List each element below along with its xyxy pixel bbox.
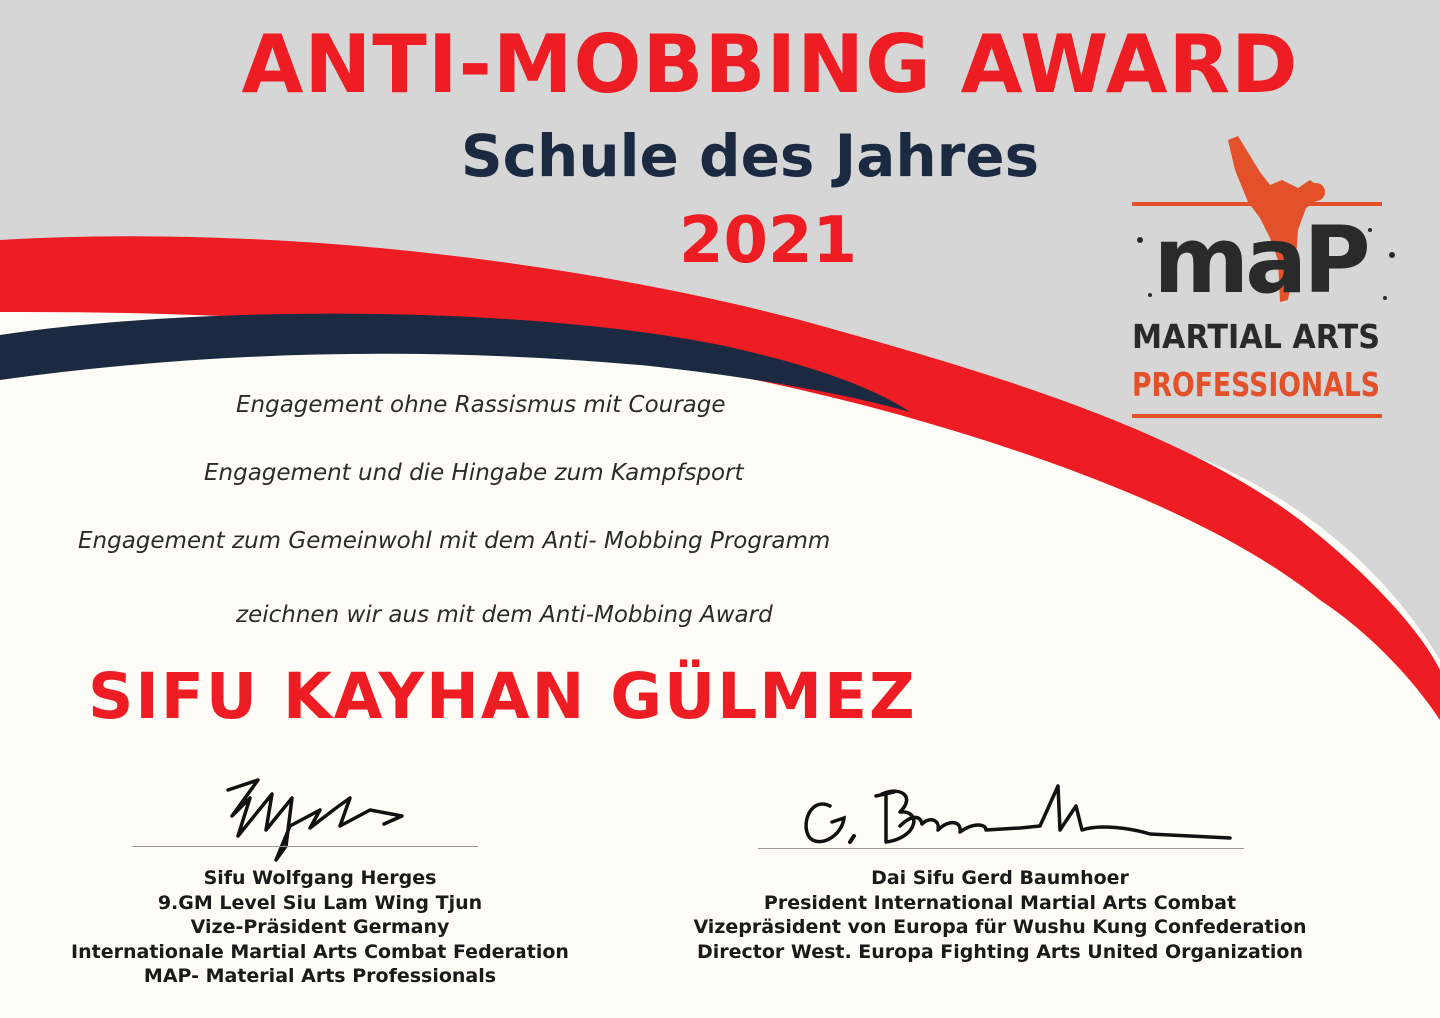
- signatory-title: Vizepräsident von Europa für Wushu Kung Confederation: [693, 916, 1307, 938]
- map-logo: [1120, 130, 1410, 430]
- citation-line-1: Engagement ohne Rassismus mit Courage: [236, 392, 726, 418]
- signature-line-left: [132, 846, 478, 847]
- signatory-title: Internationale Martial Arts Combat Federation: [71, 940, 569, 963]
- signature-baumhoer: [790, 766, 1240, 856]
- logo-line-1: MARTIAL ARTS: [1132, 317, 1380, 356]
- signatory-block-left: [40, 866, 600, 989]
- award-year: 2021: [678, 204, 858, 278]
- signature-herges: [180, 768, 420, 868]
- award-title: ANTI-MOBBING AWARD: [241, 18, 1299, 111]
- signatory-title: Vize-Präsident Germany: [190, 916, 450, 938]
- signatory-name: Dai Sifu Gerd Baumhoer: [871, 867, 1129, 889]
- citation-line-4: zeichnen wir aus mit dem Anti-Mobbing Award: [236, 602, 773, 628]
- signatory-block-right: [660, 866, 1340, 964]
- signatory-title: MAP- Material Arts Professionals: [143, 965, 497, 987]
- signatory-name: Sifu Wolfgang Herges: [203, 867, 437, 889]
- award-subtitle: Schule des Jahres: [460, 122, 1040, 190]
- citation-line-3: Engagement zum Gemeinwohl mit dem Anti- Mobbing Programm: [78, 528, 831, 554]
- logo-line-2: PROFESSIONALS: [1132, 365, 1380, 404]
- signatory-title: President International Martial Arts Combat: [763, 891, 1237, 914]
- signatory-title: Director West. Europa Fighting Arts United Organization: [696, 940, 1303, 963]
- recipient-name: SIFU KAYHAN GÜLMEZ: [88, 660, 917, 733]
- signatory-title: 9.GM Level Siu Lam Wing Tjun: [157, 891, 483, 914]
- logo-wordmark: maP: [1153, 207, 1367, 314]
- signature-line-right: [758, 848, 1244, 849]
- citation-line-2: Engagement und die Hingabe zum Kampfsport: [204, 460, 744, 486]
